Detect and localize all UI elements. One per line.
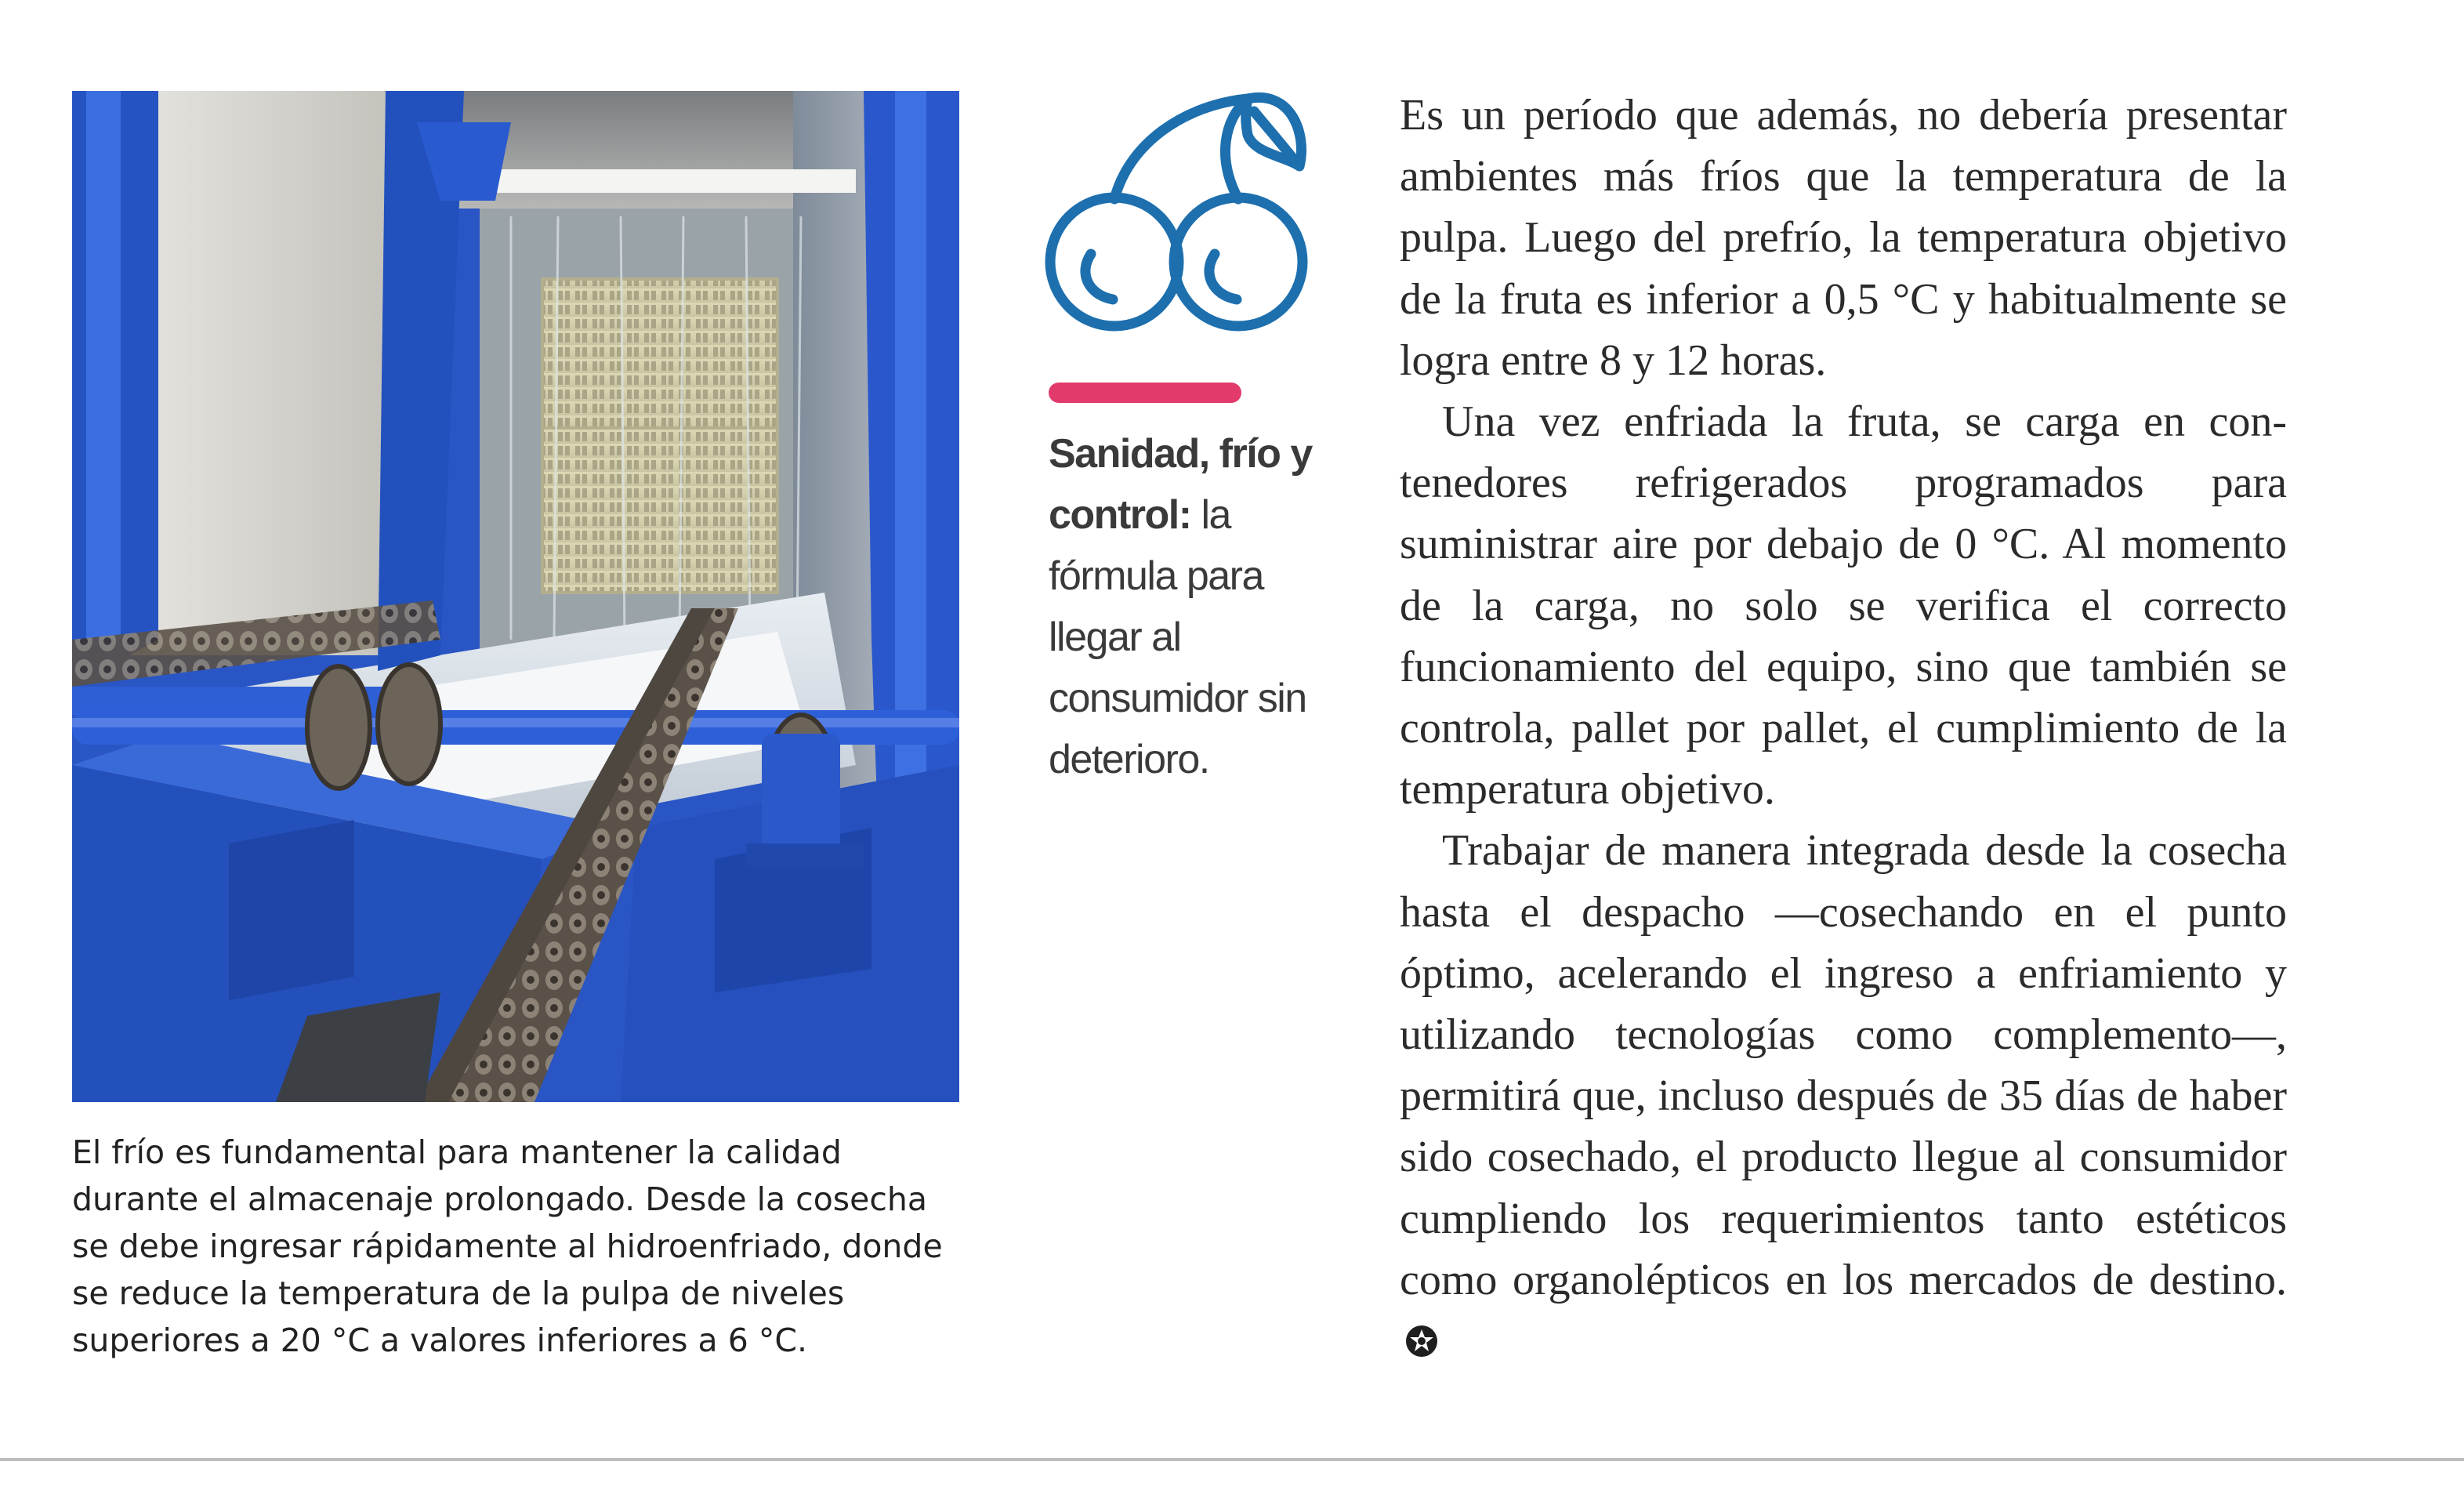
article-paragraph-3 [1400,820,2287,1372]
cherries-icon [1042,88,1317,339]
article-paragraph-2: Una vez enfriada la fruta, se carga en contenedores refrigerados programados para suministrar aire por debajo de 0 °C. Al momento de la carga, no solo se verifica el correcto funcionamiento del equipo, sino que también se controla, pallet por pallet, el cumplimiento de la temperatura objetivo. [1400,397,2287,814]
article-body [1400,85,2287,1372]
end-of-article-icon [1404,1324,1439,1358]
page-bottom-rule [0,1458,2464,1461]
accent-rule [1049,383,1241,403]
hydrocooler-photo-illustration [72,91,959,1102]
article-paragraph-3-text: Trabajar de manera integrada desde la cosecha hasta el despacho —cosechando en el punto óptimo, acelerando el ingreso a enfriamiento y utilizando tecnologías como complemento—, permitirá que, incluso después de 35 días de haber sido cosechado, el producto llegue al consumidor cumpliendo los requerimientos tanto estéticos como organolépticos en los mercados de destino. [1400,826,2287,1304]
hydrocooler-photo [72,91,959,1102]
article-paragraph-1: Es un período que además, no debería presentar ambientes más fríos que la temperatura de la pulpa. Luego del prefrío, la temperatura objetivo de la fruta es inferior a 0,5 °C y habitualmente se logra entre 8 y 12 horas. [1400,91,2287,385]
photo-caption: El frío es fundamental para mantener la calidad durante el almacenaje prolongado. Desde la cosecha se debe ingresar rápidamente al hidroenfriado, donde se reduce la temperatura de la pulpa de niveles superiores a 20 °C a valores inferiores a 6 °C. [72,1133,943,1359]
pull-quote-headline: Sanidad, frío y control: [1049,431,1312,538]
pull-quote [1049,423,1331,790]
pull-quote-text: la fórmula para llegar al consumidor sin deterioro. [1049,492,1306,782]
